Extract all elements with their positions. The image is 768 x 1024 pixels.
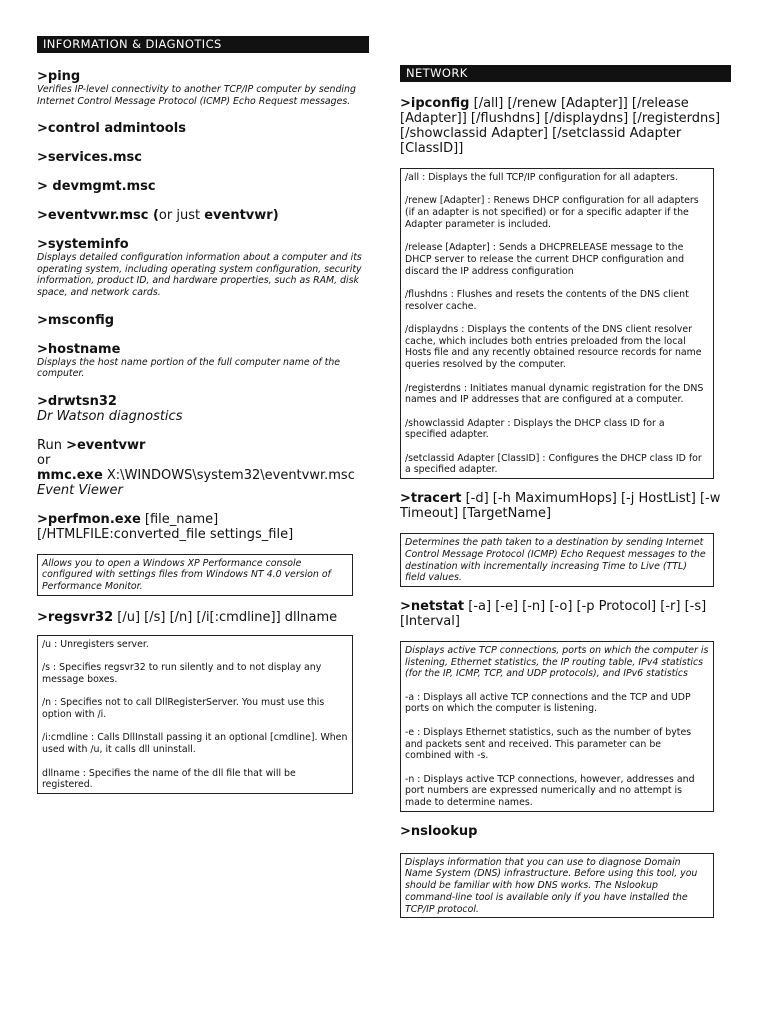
regsvr32-option-dllname: dllname : Specifies the name of the dll file that will be registered. xyxy=(42,767,296,791)
tracert-entry xyxy=(400,491,731,587)
devmgmt-command: > devmgmt.msc xyxy=(37,179,156,195)
ipconfig-option-renew: /renew [Adapter] : Renews DHCP configuration for all adapters (if an adapter is not specified) or for a specific adapter if the Adapter parameter is included. xyxy=(405,195,699,230)
ping-command: >ping xyxy=(37,69,81,84)
hostname-command: >hostname xyxy=(37,341,121,357)
mmc-path: X:\WINDOWS\system32\eventvwr.msc xyxy=(102,467,355,483)
regsvr32-option-u: /u : Unregisters server. xyxy=(42,638,149,650)
eventvwr-or-text: or just xyxy=(158,208,205,224)
netstat-command: >netstat xyxy=(400,598,465,614)
regsvr32-option-s: /s : Specifies regsvr32 to run silently and to not display any message boxes. xyxy=(42,662,322,685)
drwtsn32-command: >drwtsn32 xyxy=(37,393,117,409)
netstat-entry xyxy=(400,599,731,812)
mmc-command: mmc.exe xyxy=(37,467,103,483)
perfmon-entry xyxy=(37,512,369,596)
regsvr32-command: >regsvr32 xyxy=(37,609,114,625)
perfmon-command: >perfmon.exe xyxy=(37,511,141,527)
tracert-description-box xyxy=(400,533,714,587)
netstat-option-a: -a : Displays all active TCP connections and the TCP and UDP ports on which the computer is listening. xyxy=(405,691,691,715)
regsvr32-options-box xyxy=(37,635,353,794)
tracert-args: [-d] [-h MaximumHops] [-j HostList] [-w Timeout] [TargetName] xyxy=(400,491,721,522)
netstat-args: [-a] [-e] [-n] [-o] [-p Protocol] [-r] [-s] [Interval] xyxy=(400,598,707,629)
ping-description: Verifies IP-level connectivity to another TCP/IP computer by sending Internet Control Message Protocol (ICMP) Echo Request messages. xyxy=(37,84,356,107)
event-viewer-subtitle: Event Viewer xyxy=(37,482,123,498)
network-column xyxy=(400,65,731,918)
hostname-entry xyxy=(37,342,369,380)
ping-entry xyxy=(37,69,369,107)
control-admintools-command: >control admintools xyxy=(37,121,186,137)
ipconfig-option-flushdns: /flushdns : Flushes and resets the contents of the DNS client resolver cache. xyxy=(405,288,689,312)
perfmon-args: [file_name] [/HTMLFILE:converted_file settings_file] xyxy=(37,511,294,542)
drwtsn32-entry xyxy=(37,394,369,424)
nslookup-command: >nslookup xyxy=(400,823,478,839)
eventvwr-entry xyxy=(37,208,369,223)
tracert-description: Determines the path taken to a destination by sending Internet Control Message Protocol (ICMP) Echo Request messages to the destination with incrementally increasing Time to Live (TTL) field values. xyxy=(405,537,706,584)
event-viewer-entry xyxy=(37,438,369,498)
ipconfig-command: >ipconfig xyxy=(400,96,470,111)
netstat-option-n: -n : Displays active TCP connections, however, addresses and port numbers are expressed numerically and no attempt is made to determine names. xyxy=(405,773,695,809)
nslookup-description: Displays information that you can use to diagnose Domain Name System (DNS) infrastructure. Before using this tool, you should be familiar with how DNS works. The Nslookup command-line tool is available only if you have installed the TCP/IP protocol. xyxy=(405,856,698,915)
perfmon-description: Allows you to open a Windows XP Performance console configured with settings files from Windows NT 4.0 version of Performance Monitor. xyxy=(42,557,331,593)
ipconfig-args: [/all] [/renew [Adapter]] [/release [Adapter]] [/flushdns] [/displaydns] [/registerdns] [/showclassid Adapter] [/setclassid Adapter [ClassID]] xyxy=(400,96,721,156)
tracert-command: >tracert xyxy=(400,491,462,507)
or-text: or xyxy=(37,452,51,468)
info-diagnostics-column xyxy=(37,36,369,794)
eventvwr-short-command: eventvwr) xyxy=(204,208,279,224)
nslookup-entry xyxy=(400,824,731,919)
eventvwr-msc-command: >eventvwr.msc ( xyxy=(37,208,159,224)
run-eventvwr-command: >eventvwr xyxy=(66,437,146,453)
regsvr32-option-i: /i:cmdline : Calls DllInstall passing it an optional [cmdline]. When used with /u, it calls dll uninstall. xyxy=(42,732,348,756)
ipconfig-option-displaydns: /displaydns : Displays the contents of the DNS client resolver cache, which includes both entries preloaded from the local Hosts file and any recently obtained resource records for name queries resolved by the computer. xyxy=(405,324,702,371)
ipconfig-options-box xyxy=(400,168,714,479)
section-header-network: NETWORK xyxy=(400,65,731,82)
services-command: >services.msc xyxy=(37,150,142,166)
msconfig-command: >msconfig xyxy=(37,312,115,328)
nslookup-description-box xyxy=(400,853,714,919)
netstat-options-box xyxy=(400,641,714,812)
systeminfo-description: Displays detailed configuration information about a computer and its operating system, including operating system configuration, security information, product ID, and hardware properties, such as RAM, disk space, and network cards. xyxy=(37,252,362,298)
perfmon-description-box xyxy=(37,554,353,596)
ipconfig-option-registerdns: /registerdns : Initiates manual dynamic registration for the DNS names and IP addresses that are configured at a computer. xyxy=(405,382,704,406)
section-header-info-diagnostics: INFORMATION & DIAGNOTICS xyxy=(37,36,369,53)
run-text: Run xyxy=(37,437,67,453)
ipconfig-option-setclassid: /setclassid Adapter [ClassID] : Configures the DHCP class ID for a specified adapter. xyxy=(405,452,702,476)
netstat-option-e: -e : Displays Ethernet statistics, such as the number of bytes and packets sent and received. This parameter can be combined with -s. xyxy=(405,726,692,762)
regsvr32-option-n: /n : Specifies not to call DllRegisterServer. You must use this option with /i. xyxy=(42,697,325,721)
hostname-description: Displays the host name portion of the full computer name of the computer. xyxy=(37,356,341,380)
regsvr32-entry xyxy=(37,610,369,794)
ipconfig-option-release: /release [Adapter] : Sends a DHCPRELEASE message to the DHCP server to release the current DHCP configuration and discard the IP address configuration xyxy=(405,242,685,277)
ipconfig-entry xyxy=(400,96,731,479)
systeminfo-command: >systeminfo xyxy=(37,237,129,253)
drwtsn32-subtitle: Dr Watson diagnostics xyxy=(37,408,183,424)
systeminfo-entry xyxy=(37,237,369,298)
ipconfig-option-all: /all : Displays the full TCP/IP configuration for all adapters. xyxy=(405,172,678,183)
regsvr32-args: [/u] [/s] [/n] [/i[:cmdline]] dllname xyxy=(113,609,338,625)
netstat-description: Displays active TCP connections, ports on which the computer is listening, Ethernet statistics, the IP routing table, IPv4 statistics (for the IP, ICMP, TCP, and UDP protocols), and IPv6 statistics xyxy=(405,644,709,680)
ipconfig-option-showclassid: /showclassid Adapter : Displays the DHCP class ID for a specified adapter. xyxy=(405,417,665,441)
